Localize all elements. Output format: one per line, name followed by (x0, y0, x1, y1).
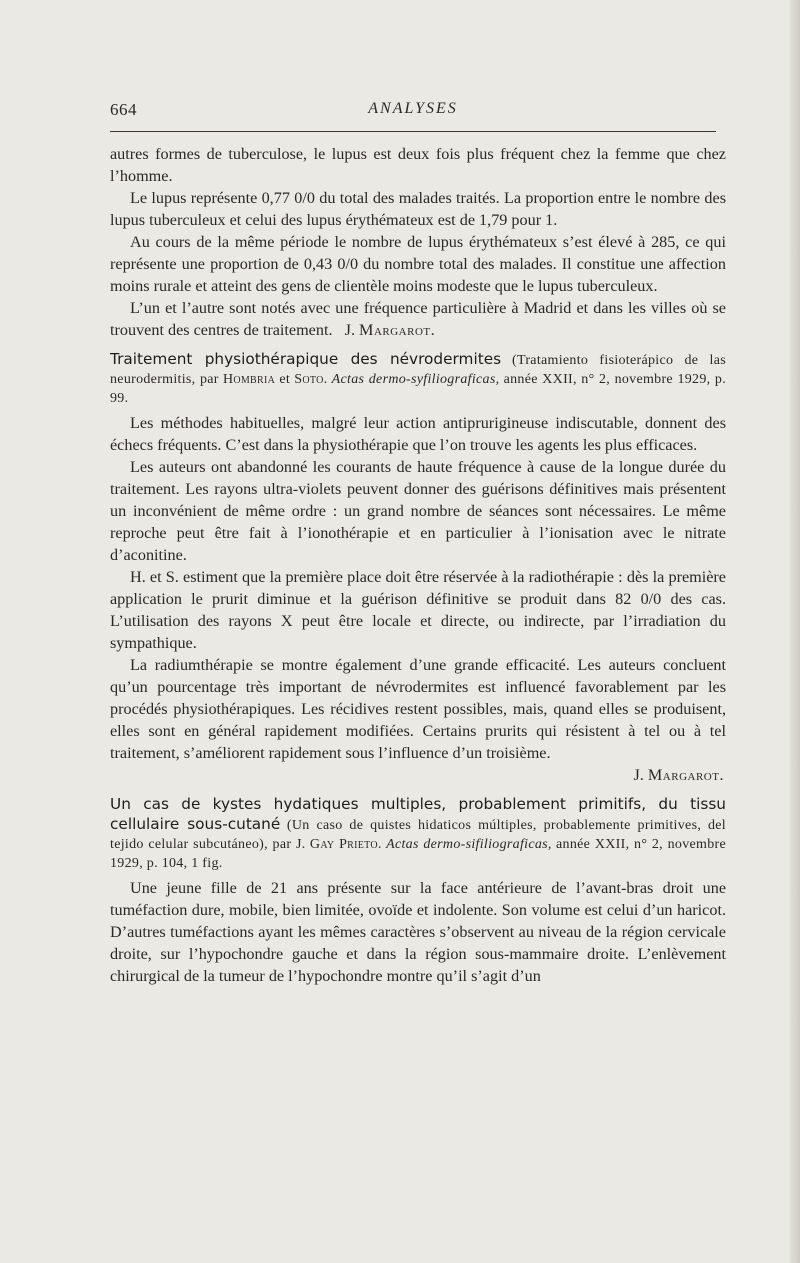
page-header (110, 100, 716, 124)
paragraph-text: L’un et l’autre sont notés avec une fréquence particulière à Madrid et dans les villes où se trouvent des centres de traitement. (110, 299, 726, 339)
article-heading (110, 350, 726, 408)
journal-name: Actas dermo-syfiliograficas, (331, 372, 500, 387)
article-title: Un cas de kystes hydatiques multiples, probablement primitifs, du tissu cellulaire sous-cutané (110, 795, 726, 833)
paragraph: H. et S. estiment que la première place doit être réservée à la radiothérapie : dès la première application le prurit diminue et la guérison définitive se produit dans 82 0/0 des cas. L’utilisation des rayons X peut être locale et directe, ou indirecte, par l’irradiation du sympathique. (110, 568, 726, 652)
journal-reference: année XXII, n° 2, novembre 1929, p. 99. (110, 372, 727, 406)
paragraph: Le lupus représente 0,77 0/0 du total des malades traités. La proportion entre le nombre des lupus tuberculeux et celui des lupus érythémateux est de 1,79 pour 1. (110, 189, 726, 229)
paragraph: Les auteurs ont abandonné les courants de haute fréquence à cause de la longue durée du traitement. Les rayons ultra-violets peuvent donner des guérisons définitives mais présentent un inconvénient de même ordre : un grand nombre de séances sont nécessaires. Le même reproche peut être fait à l’ionothérapie et en particulier à l’ionisation avec le nitrate d’aconitine. (110, 458, 726, 564)
article-title: Traitement physiothérapique des névrodermites (110, 350, 502, 368)
article-heading (110, 795, 726, 873)
signature (110, 764, 726, 786)
page-body (110, 143, 726, 987)
author-name: Hombria (222, 372, 276, 387)
header-rule (110, 131, 716, 132)
page-edge-shadow (790, 0, 800, 1263)
paragraph (110, 297, 726, 341)
paragraph: Une jeune fille de 21 ans présente sur la face antérieure de l’avant-bras droit une tuméfaction dure, mobile, bien limitée, ovoïde et indolente. Son volume est celui d’un haricot. D’autres tuméfactions ayant les mêmes caractères s’observent au niveau de la région cervicale droite, sur l’hypochondre gauche et dans la région sous-mammaire droite. L’enlèvement chirurgical de la tumeur de l’hypochondre montre qu’il s’agit d’un (110, 879, 726, 985)
author-name: Gay Prieto. (309, 837, 382, 852)
signature-initial: J. (633, 766, 644, 784)
article-original-title: (Tratamiento fisioterápico de las neurodermitis, par (110, 353, 726, 387)
paragraph: Au cours de la même période le nombre de lupus érythémateux s’est élevé à 285, ce qui représente une proportion de 0,43 0/0 du nombre total des malades. Il constitue une affection moins rurale et atteint des gens de clientèle moins modeste que le lupus tuberculeux. (110, 233, 726, 295)
paragraph: Les méthodes habituelles, malgré leur action antiprurigineuse indiscutable, donnent des échecs fréquents. C’est dans la physiothérapie que l’on trouve les agents les plus efficaces. (110, 414, 726, 454)
signature-name: Margarot. (647, 766, 724, 784)
author-name: Soto. (294, 372, 328, 387)
paragraph: La radiumthérapie se montre également d’une grande efficacité. Les auteurs concluent qu’un pourcentage très important de névrodermites est influencé favorablement par les procédés physiothérapiques. Les récidives restent possibles, mais, quand elles se produisent, elles sont en général rapidement modifiées. Certains prurits qui résistent à tel ou à tel traitement, s’améliorent rapidement sous l’influence d’un troisième. (110, 656, 726, 762)
page-number: 664 (110, 100, 137, 119)
journal-reference: année XXII, n° 2, novembre 1929, p. 104, 1 fig. (110, 837, 727, 871)
conjunction: et (279, 372, 291, 387)
running-title: ANALYSES (368, 100, 458, 117)
article-original-title: (Un caso de quistes hidaticos múltiples, probablemente primitives, del tejido celular subcutáneo), par J. (110, 818, 726, 852)
paragraph: autres formes de tuberculose, le lupus est deux fois plus fréquent chez la femme que chez l’homme. (110, 145, 726, 185)
signature-name: Margarot. (359, 321, 436, 339)
journal-name: Actas dermo-sifiliograficas, (386, 837, 552, 852)
signature-initial: J. (344, 321, 355, 339)
